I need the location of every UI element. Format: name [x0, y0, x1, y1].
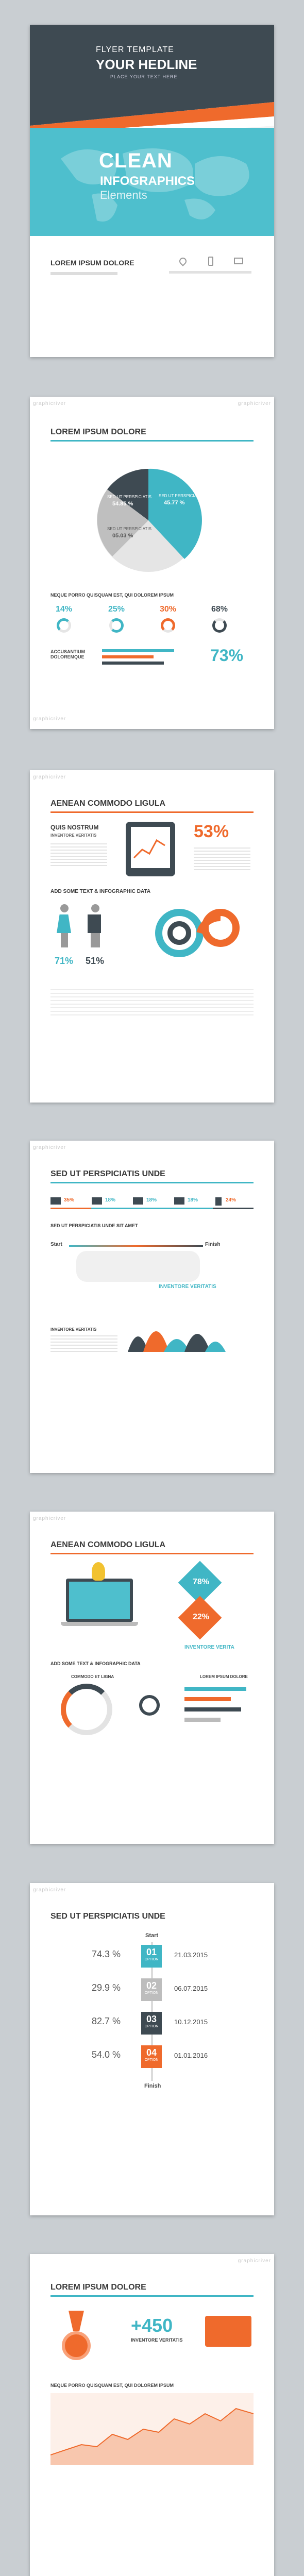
footer-info-lines [169, 271, 251, 274]
pie-label-2-name: SED UT PERSPICIATIS [159, 494, 203, 498]
cover-teal-band [30, 128, 274, 236]
row-2-date: 06.07.2015 [174, 1985, 208, 1992]
row-4-date: 01.01.2016 [174, 2052, 208, 2059]
pct-3: 30% [160, 605, 177, 614]
page-pie [30, 397, 274, 729]
ring-2 [109, 618, 124, 633]
male-icon [88, 904, 103, 951]
cover-footer: LOREM IPSUM DOLORE [50, 259, 134, 267]
laptop-mini [205, 2316, 251, 2347]
pct-4: 68% [211, 605, 228, 614]
text-lines-right [194, 845, 250, 871]
watermark-left: graphicriver [33, 1516, 66, 1521]
p4-pct1: 78% [193, 1578, 210, 1586]
p3-inv2: INVENTORE VERITATIS [50, 1327, 97, 1332]
pie-label-3-name: SED UT PERSPICIATIS [107, 527, 151, 531]
p2-pct2: 51% [86, 956, 105, 966]
ring-1 [57, 618, 71, 633]
page-sed-1 [30, 1141, 274, 1473]
title-rule [50, 1182, 254, 1183]
row-1-date: 21.03.2015 [174, 1951, 208, 1959]
text-lines-bottom [50, 987, 254, 1018]
mail-icon [234, 258, 243, 264]
watermark-right: graphicriver [238, 401, 271, 406]
cover-footer-lines [50, 272, 117, 275]
pct-1: 14% [56, 605, 73, 614]
cover-title-1: CLEAN [99, 149, 173, 172]
dev-pct-5: 24% [226, 1197, 237, 1203]
p2-sub: ADD SOME TEXT & INFOGRAPHIC DATA [50, 889, 151, 894]
p5-start: Start [145, 1933, 159, 1939]
page-lorem-title: LOREM IPSUM DOLORE [50, 2283, 146, 2292]
title-rule [50, 1553, 254, 1554]
watermark-left: graphicriver [33, 1887, 66, 1893]
pie-caption: NEQUE PORRO QUISQUAM EST, QUI DOLOREM IPSUM [50, 592, 174, 598]
p6-caption: NEQUE PORRO QUISQUAM EST, QUI DOLOREM IPSUM [50, 2383, 174, 2388]
ring-chart [148, 902, 241, 974]
cover-headline: YOUR HEDLINE [96, 57, 197, 72]
title-rule [50, 2295, 254, 2297]
row-3-badge [141, 2012, 162, 2035]
p2-pct1: 71% [55, 956, 74, 966]
p3-start: Start [50, 1242, 62, 1247]
p4-lab1: COMMODO ET LIGNA [71, 1674, 114, 1679]
page-aenean-2-title: AENEAN COMMODO LIGULA [50, 1540, 166, 1549]
semi-ring [61, 1684, 112, 1735]
ring-4 [212, 618, 227, 633]
pie-big: 73% [210, 646, 244, 665]
p6-big: +450 [131, 2315, 173, 2336]
row-2 [50, 1978, 254, 2004]
pct-row [50, 605, 254, 636]
search-icon [139, 1695, 160, 1716]
row-4-num: 04 [146, 2047, 157, 2058]
row-3-opt: OPTION [144, 2025, 159, 2028]
mountain-chart [128, 1311, 231, 1352]
row-3 [50, 2012, 254, 2038]
title-rule [50, 811, 254, 813]
cover-title-2: INFOGRAPHICS [100, 174, 195, 188]
pct-2: 25% [108, 605, 125, 614]
p4-sub: ADD SOME TEXT & INFOGRAPHIC DATA [50, 1661, 141, 1666]
bulb-icon [92, 1562, 105, 1581]
note-bars [102, 649, 184, 670]
title-rule [50, 440, 254, 442]
row-2-badge [141, 1978, 162, 2001]
row-1-badge [141, 1945, 162, 1968]
pie-label-2-value: 45.77 % [164, 500, 185, 506]
dev-pct-3: 18% [146, 1197, 157, 1203]
pie-label-1-value: 54.85 % [112, 501, 133, 507]
row-4-badge [141, 2045, 162, 2068]
p4-pct2: 22% [193, 1613, 210, 1621]
row-3-date: 10.12.2015 [174, 2018, 208, 2026]
watermark-bottom: graphicriver [33, 716, 66, 722]
text-lines [50, 841, 107, 867]
page-pie-title: LOREM IPSUM DOLORE [50, 428, 146, 436]
cover-sub: PLACE YOUR TEXT HERE [110, 74, 178, 79]
page-sed-1-title: SED UT PERSPICIATIS UNDE [50, 1170, 165, 1178]
dev-pct-1: 35% [64, 1197, 75, 1203]
p3-inv: INVENTORE VERITATIS [159, 1284, 216, 1290]
p2-head2: INVENTORE VERITATIS [50, 833, 97, 838]
watermark-left: graphicriver [33, 1145, 66, 1150]
tablet-icon [126, 822, 175, 876]
p3-sub: SED UT PERSPICIATIS UNDE SIT AMET [50, 1223, 138, 1228]
row-2-num: 02 [146, 1980, 157, 1991]
p5-finish: Finish [144, 2083, 161, 2089]
row-4-opt: OPTION [144, 2058, 159, 2062]
row-3-pct: 82.7 % [92, 2016, 121, 2026]
pie-note: ACCUSANTIUM DOLOREMQUE [50, 649, 85, 659]
medal-icon [61, 2311, 92, 2367]
row-1 [50, 1945, 254, 1971]
device-row [50, 1196, 254, 1212]
page-aenean-2 [30, 1512, 274, 1844]
laptop-icon [61, 1579, 138, 1635]
phone-icon [208, 257, 213, 266]
page-aenean-title: AENEAN COMMODO LIGULA [50, 799, 166, 808]
row-3-num: 03 [146, 2014, 157, 2024]
row-1-pct: 74.3 % [92, 1949, 121, 1959]
pie-chart [76, 453, 231, 577]
p2-big: 53% [194, 822, 229, 841]
page-sed-2 [30, 1883, 274, 2215]
cover-tag: FLYER TEMPLATE [96, 45, 174, 54]
p4-lab2: LOREM IPSUM DOLORE [200, 1674, 248, 1679]
cover-title-3: Elements [100, 189, 147, 201]
page-lorem [30, 2254, 274, 2576]
page-sed-2-title: SED UT PERSPICIATIS UNDE [50, 1912, 165, 1921]
watermark-right: graphicriver [238, 2258, 271, 2264]
area-chart [50, 2393, 254, 2465]
p3-finish: Finish [205, 1242, 221, 1247]
cover-footer-band [30, 236, 274, 357]
pie-label-3-value: 05.03 % [112, 533, 133, 539]
text-lines [50, 1333, 117, 1354]
pie-label-1-name: SED UT PERSPICIATIS [107, 495, 151, 499]
watermark-left: graphicriver [33, 774, 66, 780]
p4-inv: INVENTORE VERITA [184, 1645, 234, 1650]
dev-pct-4: 18% [188, 1197, 198, 1203]
row-4-pct: 54.0 % [92, 2049, 121, 2060]
p2-head1: QUIS NOSTRUM [50, 824, 99, 831]
timeline-line [69, 1245, 203, 1247]
watermark-left: graphicriver [33, 401, 66, 406]
row-2-opt: OPTION [144, 1991, 159, 1995]
row-2-pct: 29.9 % [92, 1982, 121, 1993]
row-4 [50, 2045, 254, 2071]
timeline-map [76, 1251, 200, 1282]
ring-3 [161, 618, 175, 633]
location-icon [178, 256, 188, 266]
p6-inv: INVENTORE VERITATIS [131, 2337, 183, 2343]
info-bars [184, 1687, 254, 1733]
row-1-num: 01 [146, 1947, 157, 1957]
dev-pct-2: 18% [105, 1197, 116, 1203]
female-icon [57, 904, 72, 951]
cover-page [30, 25, 274, 357]
page-aenean [30, 770, 274, 1103]
row-1-opt: OPTION [144, 1958, 159, 1961]
